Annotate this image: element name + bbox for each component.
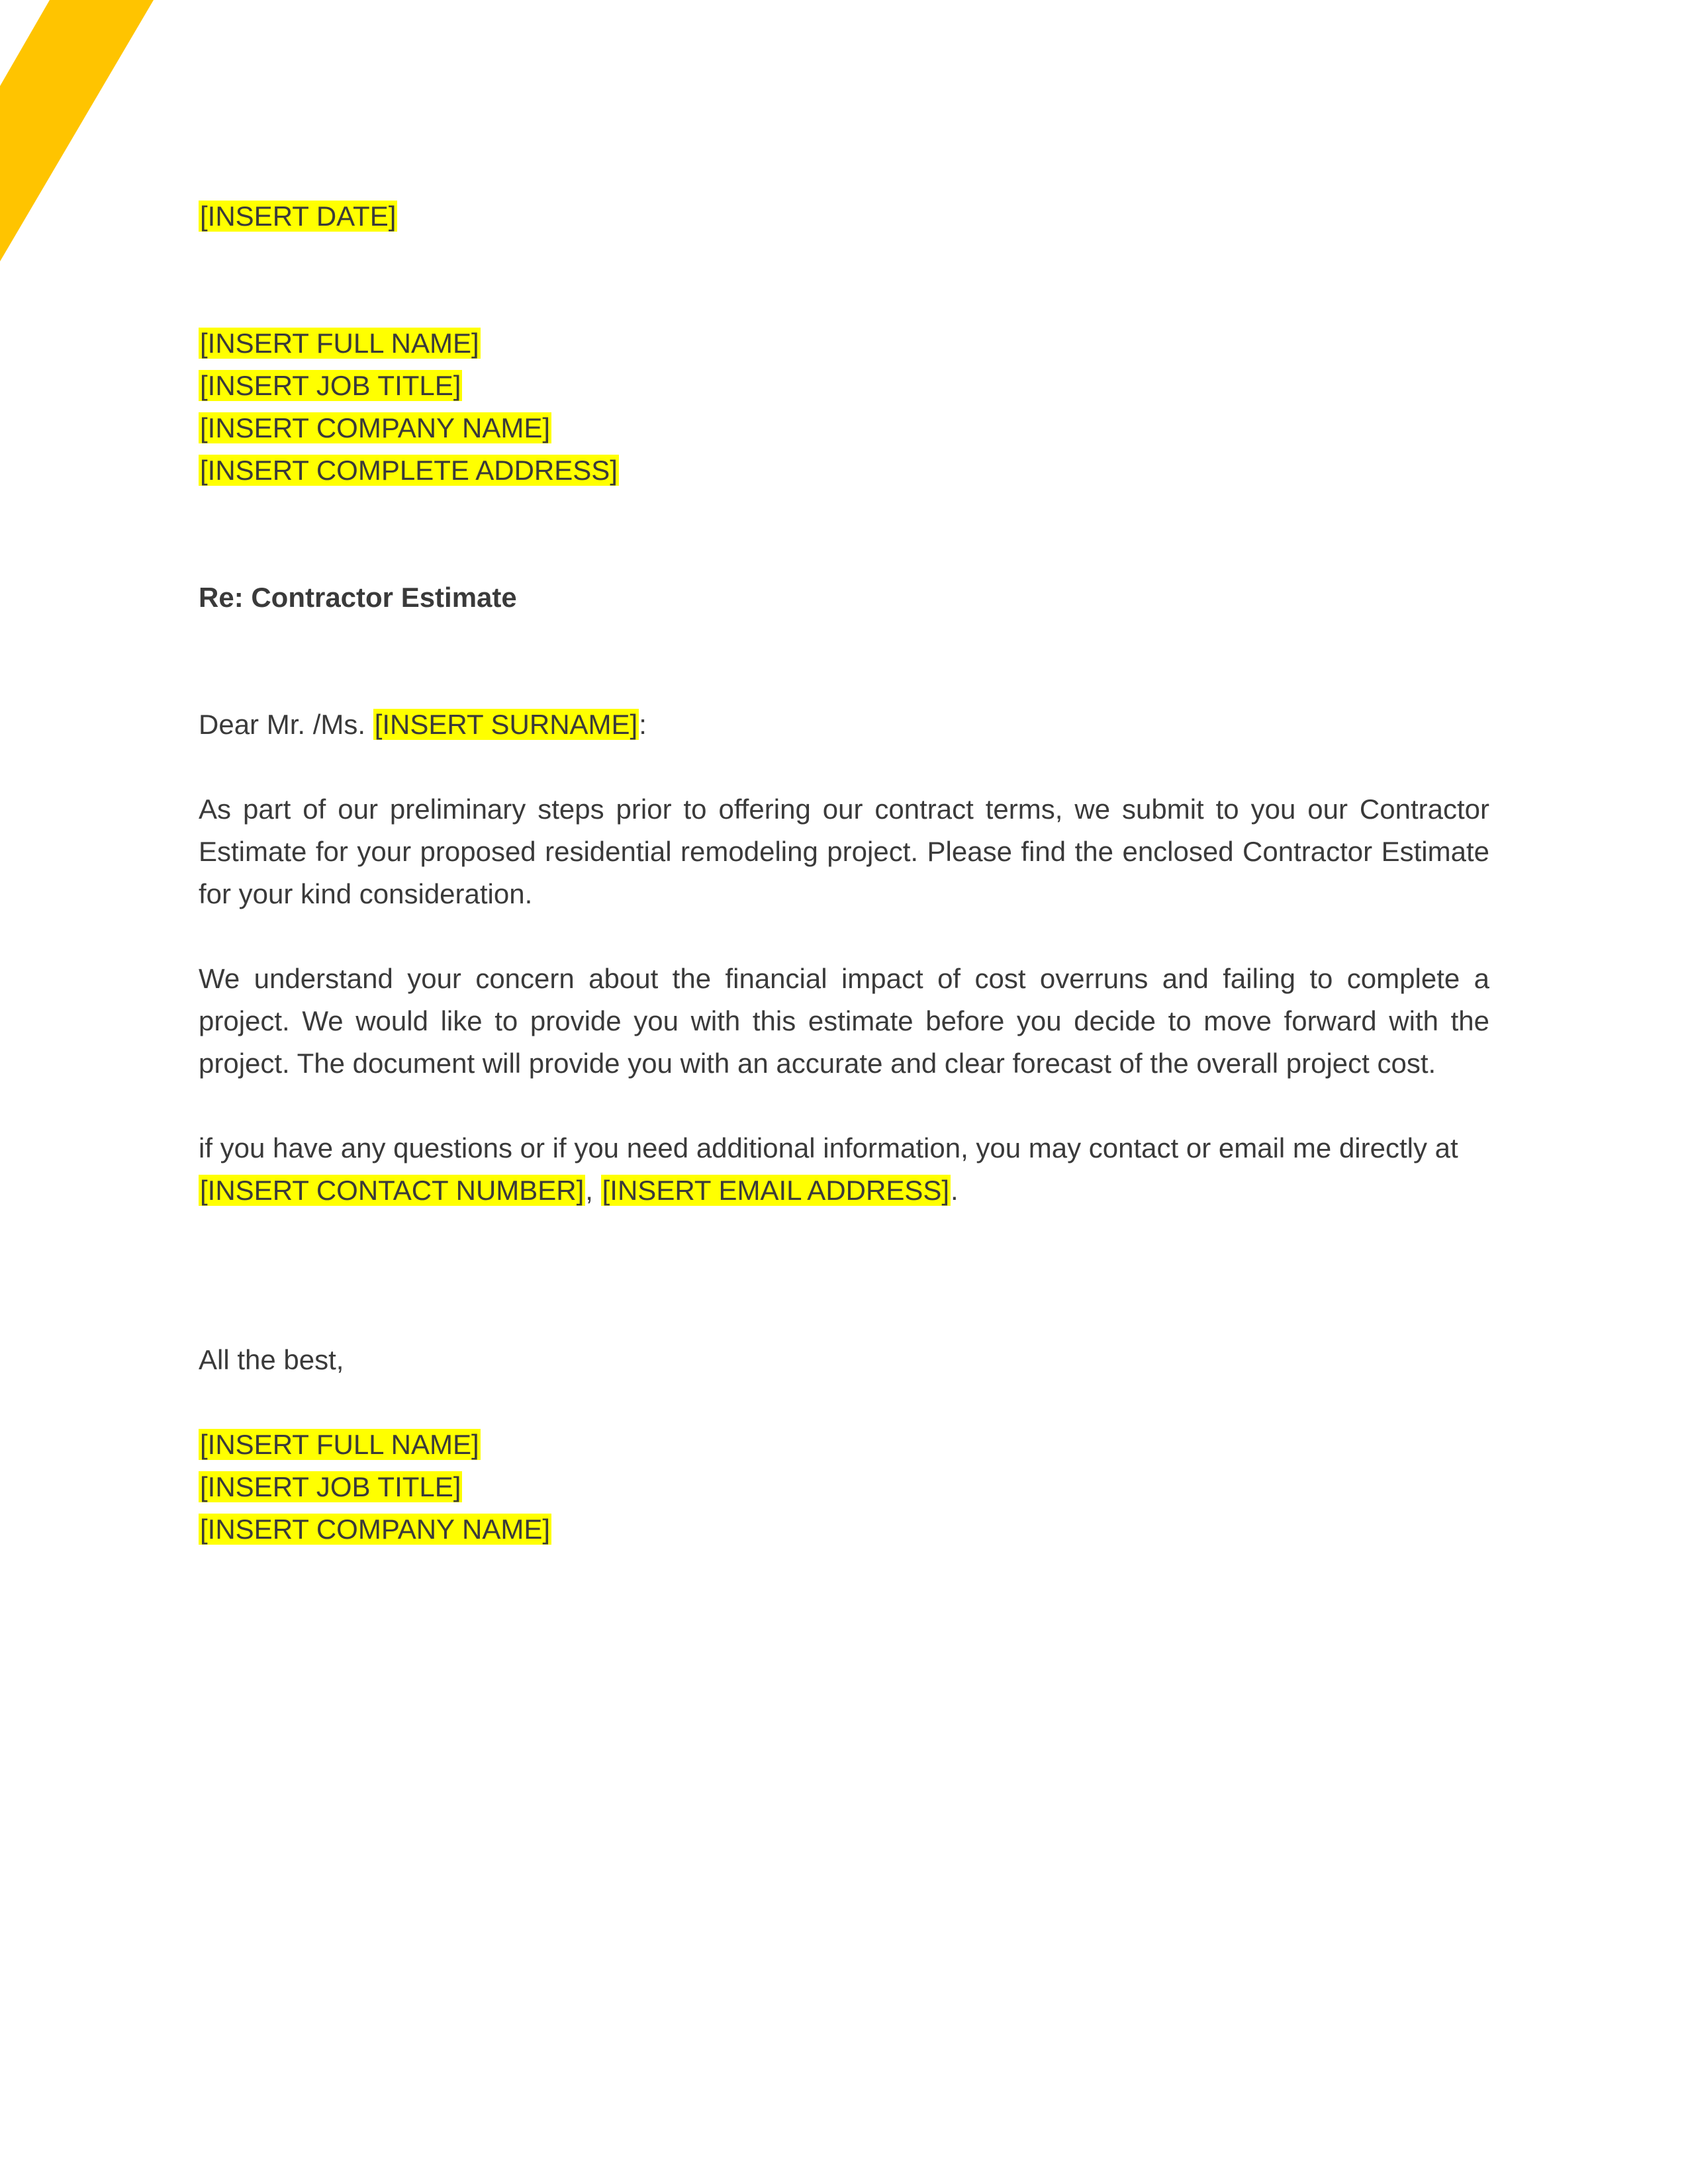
recipient-company-name: [INSERT COMPANY NAME]	[200, 412, 550, 443]
corner-accent-stripe	[0, 0, 159, 265]
recipient-address-line	[199, 449, 619, 492]
recipient-address: [INSERT COMPLETE ADDRESS]	[200, 455, 618, 486]
contact-end: .	[951, 1175, 959, 1206]
salutation-surname: [INSERT SURNAME]	[374, 709, 638, 740]
recipient-full-name: [INSERT FULL NAME]	[200, 328, 479, 359]
date-line	[199, 195, 397, 238]
paragraph-contact	[199, 1127, 1489, 1169]
contact-separator: ,	[585, 1175, 601, 1206]
recipient-company-line	[199, 407, 551, 449]
sender-job-title: [INSERT JOB TITLE]	[200, 1471, 461, 1502]
sender-company-name: [INSERT COMPANY NAME]	[200, 1514, 550, 1545]
salutation-prefix: Dear Mr. /Ms.	[199, 709, 373, 740]
sender-title-line	[199, 1466, 462, 1508]
contact-email: [INSERT EMAIL ADDRESS]	[602, 1175, 950, 1206]
recipient-name-line	[199, 322, 481, 365]
sender-full-name: [INSERT FULL NAME]	[200, 1429, 479, 1460]
salutation-suffix: :	[639, 709, 647, 740]
recipient-title-line	[199, 365, 462, 407]
contact-details-line	[199, 1169, 959, 1212]
closing: All the best,	[199, 1344, 344, 1375]
paragraph-cost-concern: We understand your concern about the financial impact of cost overruns and failing to complete a project. We would like to provide you with this estimate before you decide to move forward with the project. The document will provide you with an accurate and clear forecast of the overall project cost.	[199, 963, 1489, 1079]
contact-number: [INSERT CONTACT NUMBER]	[200, 1175, 585, 1206]
salutation	[199, 704, 647, 746]
subject-line: Re: Contractor Estimate	[199, 582, 517, 613]
contact-intro: if you have any questions or if you need additional information, you may contact or email me directly at	[199, 1132, 1458, 1163]
sender-name-line	[199, 1424, 481, 1466]
recipient-job-title: [INSERT JOB TITLE]	[200, 370, 461, 401]
paragraph-estimate-intro: As part of our preliminary steps prior to offering our contract terms, we submit to you our Contractor Estimate for your proposed residential remodeling project. Please find the enclosed Contractor Estimate for your kind consideration.	[199, 794, 1489, 909]
sender-company-line	[199, 1508, 551, 1551]
date-placeholder: [INSERT DATE]	[200, 201, 397, 232]
